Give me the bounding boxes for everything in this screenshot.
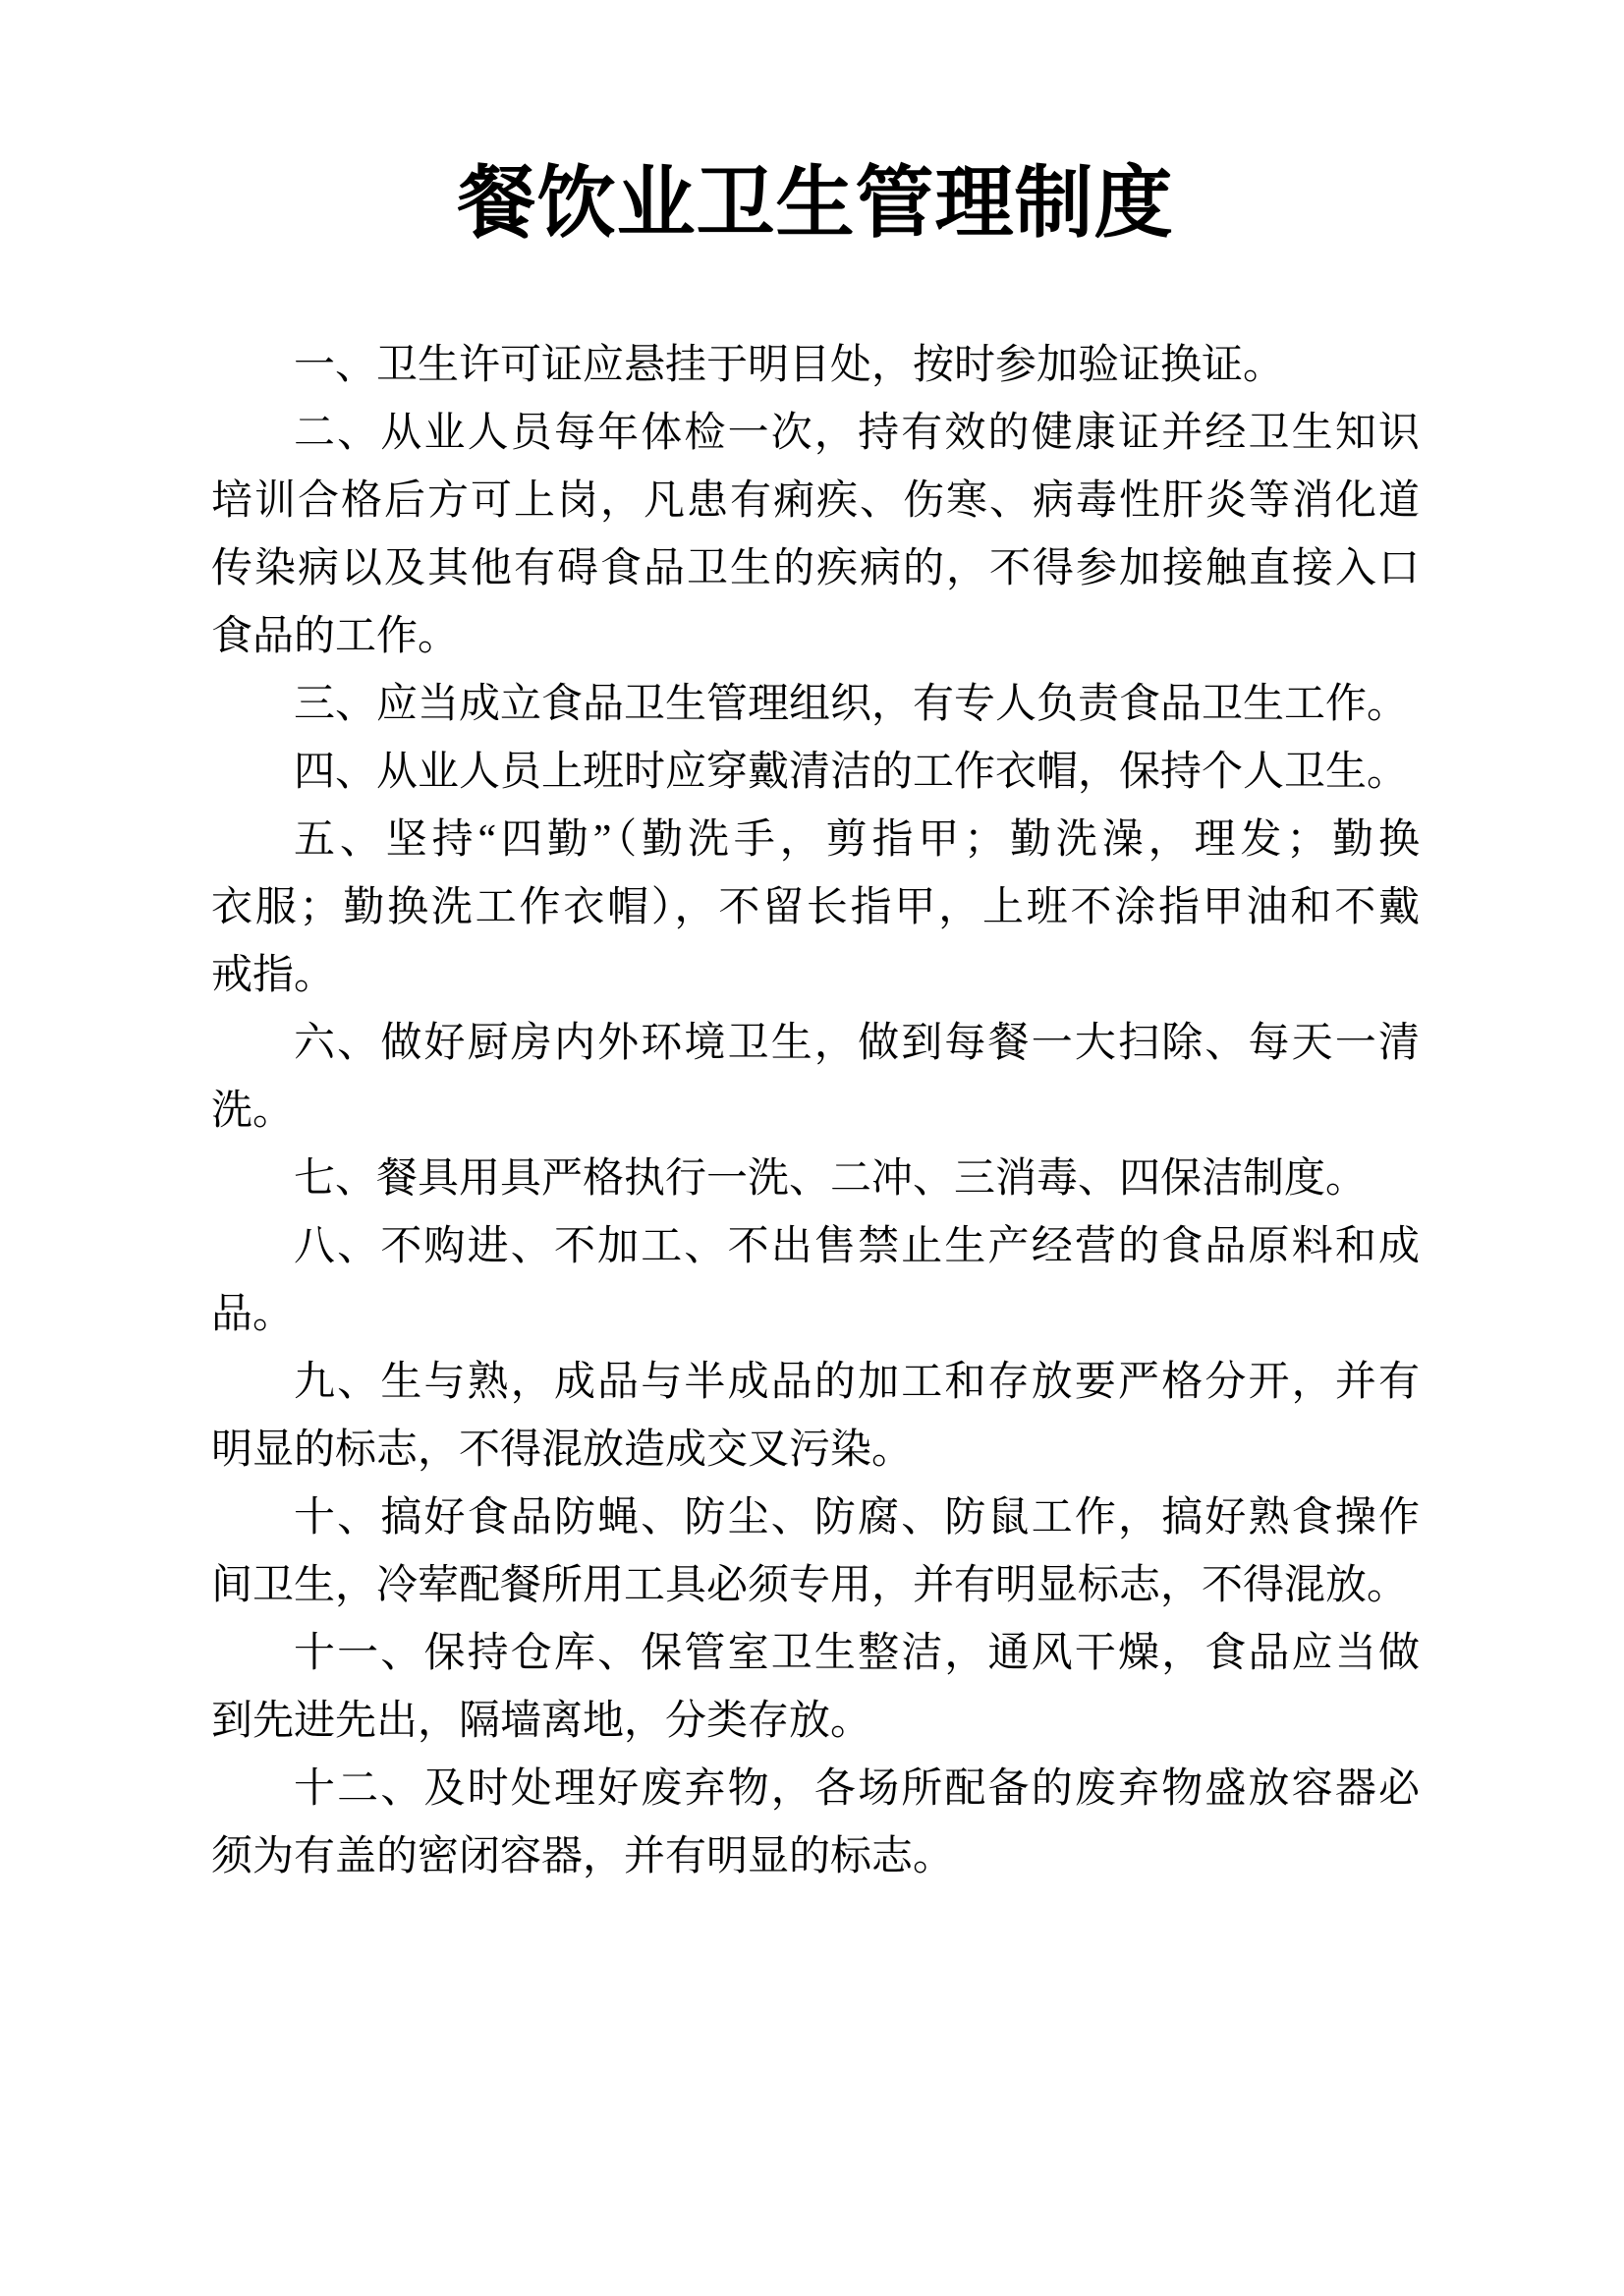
paragraph-2-line-3: 传染病以及其他有碍食品卫生的疾病的，不得参加接触直接入口: [211, 546, 1420, 591]
paragraph-1-line-1: 一、卫生许可证应悬挂于明目处，按时参加验证换证。: [294, 343, 1285, 388]
paragraph-6-line-2: 洗。: [211, 1089, 295, 1134]
paragraph-9-line-2: 明显的标志，不得混放造成交叉污染。: [211, 1428, 914, 1473]
paragraph-10-line-2: 间卫生，冷荤配餐所用工具必须专用，并有明显标志，不得混放。: [211, 1563, 1409, 1608]
paragraph-8-line-2: 品。: [211, 1292, 295, 1337]
paragraph-10-line-1: 十、搞好食品防蝇、防尘、防腐、防鼠工作，搞好熟食操作: [294, 1495, 1420, 1540]
paragraph-11-line-2: 到先进先出，隔墙离地，分类存放。: [211, 1699, 872, 1744]
document-body: [211, 332, 1420, 1891]
paragraph-5-line-1: 五、坚持“四勤”（勤洗手，剪指甲；勤洗澡，理发；勤换: [294, 817, 1420, 863]
paragraph-11-line-1: 十一、保持仓库、保管室卫生整洁，通风干燥，食品应当做: [294, 1631, 1420, 1676]
paragraph-2-line-4: 食品的工作。: [211, 614, 460, 659]
paragraph-5-line-3: 戒指。: [211, 953, 336, 998]
paragraph-5-line-2: 衣服；勤换洗工作衣帽），不留长指甲，上班不涂指甲油和不戴: [211, 885, 1420, 930]
paragraph-3-line-1: 三、应当成立食品卫生管理组织，有专人负责食品卫生工作。: [294, 682, 1409, 727]
paragraph-2-line-1: 二、从业人员每年体检一次，持有效的健康证并经卫生知识: [294, 411, 1420, 456]
paragraph-12-line-1: 十二、及时处理好废弃物，各场所配备的废弃物盛放容器必: [294, 1766, 1420, 1812]
paragraph-9-line-1: 九、生与熟，成品与半成品的加工和存放要严格分开，并有: [294, 1360, 1420, 1405]
paragraph-7-line-1: 七、餐具用具严格执行一洗、二冲、三消毒、四保洁制度。: [294, 1156, 1368, 1202]
paragraph-4-line-1: 四、从业人员上班时应穿戴清洁的工作衣帽，保持个人卫生。: [294, 750, 1409, 795]
paragraph-6-line-1: 六、做好厨房内外环境卫生，做到每餐一大扫除、每天一清: [294, 1021, 1420, 1066]
paragraph-8-line-1: 八、不购进、不加工、不出售禁止生产经营的食品原料和成: [294, 1224, 1420, 1269]
document-title: 餐饮业卫生管理制度: [457, 161, 1174, 248]
paragraph-2-line-2: 培训合格后方可上岗，凡患有痢疾、伤寒、病毒性肝炎等消化道: [211, 478, 1420, 524]
paragraph-12-line-2: 须为有盖的密闭容器，并有明显的标志。: [211, 1834, 955, 1879]
